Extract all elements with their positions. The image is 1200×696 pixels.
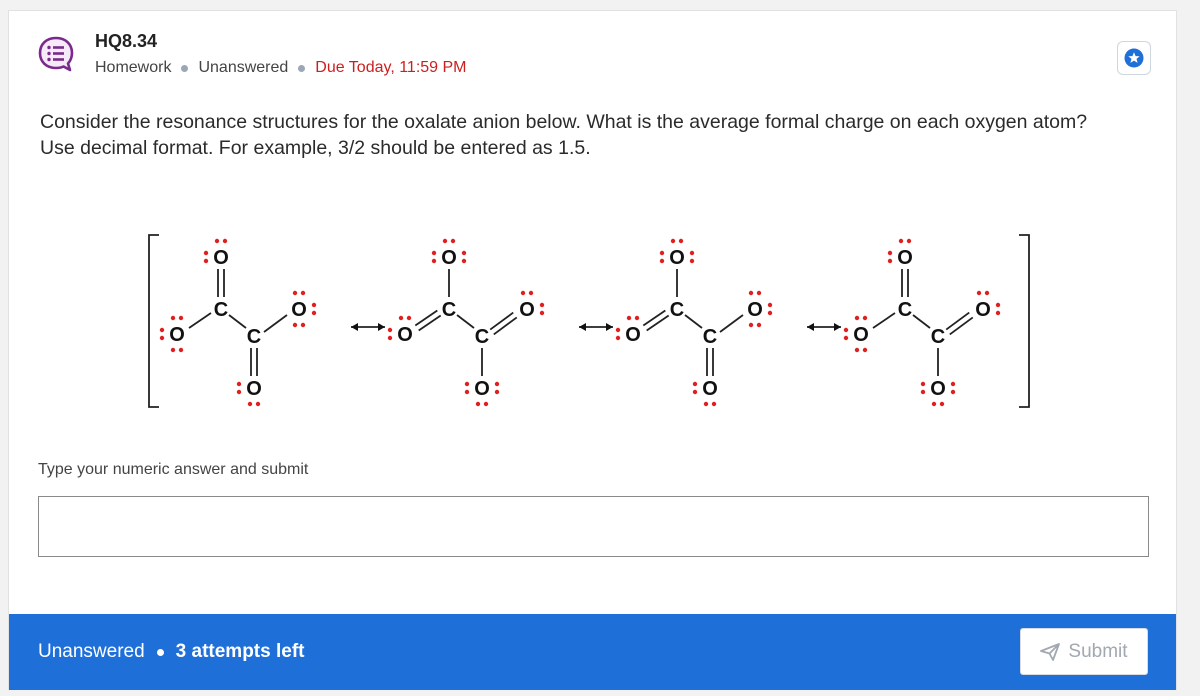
assignment-status: Unanswered	[198, 59, 289, 76]
lone-pair-electron	[160, 328, 164, 332]
lone-pair-electron	[462, 259, 466, 263]
lone-pair-electron	[529, 291, 533, 295]
carbon-atom: C	[246, 326, 262, 348]
lone-pair-electron	[301, 323, 305, 327]
lone-pair-electron	[690, 251, 694, 255]
lone-pair-electron	[312, 303, 316, 307]
submission-status	[38, 641, 304, 663]
double-bond-line	[643, 311, 665, 326]
lone-pair-electron	[495, 390, 499, 394]
resonance-arrow-head	[351, 323, 358, 331]
lone-pair-electron	[237, 382, 241, 386]
lone-pair-electron	[977, 291, 981, 295]
answer-prompt: Type your numeric answer and submit	[38, 461, 309, 478]
chat-list-icon	[37, 35, 75, 73]
lone-pair-electron	[985, 291, 989, 295]
lone-pair-electron	[301, 291, 305, 295]
right-bracket	[1019, 235, 1029, 407]
lone-pair-electron	[179, 316, 183, 320]
submit-label: Submit	[1068, 640, 1128, 662]
lone-pair-electron	[312, 311, 316, 315]
lone-pair-electron	[951, 390, 955, 394]
lone-pair-electron	[907, 239, 911, 243]
lone-pair-electron	[495, 382, 499, 386]
lone-pair-electron	[888, 259, 892, 263]
lone-pair-electron	[749, 291, 753, 295]
oxygen-atom: O	[702, 378, 718, 400]
lone-pair-electron	[899, 239, 903, 243]
lone-pair-electron	[399, 316, 403, 320]
lone-pair-electron	[844, 328, 848, 332]
carbon-carbon-bond	[457, 315, 474, 328]
bond-line	[873, 313, 895, 328]
attempts-left: 3 attempts left	[175, 641, 305, 662]
lone-pair-electron	[484, 402, 488, 406]
lone-pair-electron	[768, 311, 772, 315]
lone-pair-electron	[660, 251, 664, 255]
oxygen-atom: O	[930, 378, 946, 400]
lone-pair-electron	[540, 311, 544, 315]
lone-pair-electron	[432, 251, 436, 255]
oxygen-atom: O	[441, 247, 457, 269]
carbon-atom: C	[474, 326, 490, 348]
lone-pair-electron	[996, 303, 1000, 307]
carbon-carbon-bond	[685, 315, 702, 328]
lone-pair-electron	[465, 390, 469, 394]
lone-pair-electron	[921, 390, 925, 394]
lone-pair-electron	[863, 348, 867, 352]
lone-pair-electron	[293, 291, 297, 295]
lone-pair-electron	[627, 316, 631, 320]
lone-pair-electron	[844, 336, 848, 340]
double-bond-line	[950, 317, 973, 334]
lone-pair-electron	[932, 402, 936, 406]
lone-pair-electron	[671, 239, 675, 243]
lone-pair-electron	[679, 239, 683, 243]
oxalate-resonance-figure	[139, 221, 1039, 417]
oxygen-atom: O	[169, 324, 185, 346]
lone-pair-electron	[179, 348, 183, 352]
lone-pair-electron	[749, 323, 753, 327]
lone-pair-electron	[293, 323, 297, 327]
carbon-atom: C	[897, 299, 913, 321]
separator-dot	[157, 649, 164, 656]
carbon-atom: C	[441, 299, 457, 321]
lone-pair-electron	[540, 303, 544, 307]
lone-pair-electron	[215, 239, 219, 243]
lone-pair-electron	[465, 382, 469, 386]
oxygen-atom: O	[747, 299, 763, 321]
carbon-carbon-bond	[229, 315, 246, 328]
send-icon	[1040, 643, 1060, 661]
lone-pair-electron	[616, 328, 620, 332]
oxygen-atom: O	[291, 299, 307, 321]
question-text: Consider the resonance structures for the oxalate anion below. What is the average formal charge on each oxygen atom? Use decimal format. For example, 3/2 should be entered as 1.5.	[40, 111, 1088, 159]
lone-pair-electron	[855, 348, 859, 352]
separator-dot	[181, 65, 188, 72]
oxygen-atom: O	[853, 324, 869, 346]
bond-line	[189, 313, 211, 328]
lone-pair-electron	[171, 316, 175, 320]
bond-line	[264, 315, 287, 332]
lone-pair-electron	[888, 251, 892, 255]
lone-pair-electron	[855, 316, 859, 320]
double-bond-line	[647, 315, 669, 330]
lone-pair-electron	[388, 328, 392, 332]
submit-button[interactable]	[1020, 628, 1148, 675]
lone-pair-electron	[476, 402, 480, 406]
lone-pair-electron	[616, 336, 620, 340]
separator-dot	[298, 65, 305, 72]
lone-pair-electron	[757, 323, 761, 327]
carbon-atom: C	[930, 326, 946, 348]
double-bond-line	[946, 313, 969, 330]
carbon-carbon-bond	[913, 315, 930, 328]
left-bracket	[149, 235, 159, 407]
lone-pair-electron	[690, 259, 694, 263]
lone-pair-electron	[160, 336, 164, 340]
carbon-atom: C	[702, 326, 718, 348]
lone-pair-electron	[432, 259, 436, 263]
oxygen-atom: O	[246, 378, 262, 400]
lone-pair-electron	[921, 382, 925, 386]
carbon-atom: C	[213, 299, 229, 321]
lone-pair-electron	[443, 239, 447, 243]
lone-pair-electron	[204, 251, 208, 255]
numeric-answer-input[interactable]	[38, 496, 1149, 557]
resonance-arrow-head	[606, 323, 613, 331]
lone-pair-electron	[693, 382, 697, 386]
footer-status-label: Unanswered	[38, 641, 145, 662]
bond-line	[720, 315, 743, 332]
bookmark-button[interactable]	[1117, 41, 1151, 75]
oxygen-atom: O	[625, 324, 641, 346]
assignment-type: Homework	[95, 59, 172, 76]
double-bond-line	[494, 317, 517, 334]
question-card	[8, 10, 1177, 690]
lone-pair-electron	[256, 402, 260, 406]
lone-pair-electron	[462, 251, 466, 255]
resonance-arrow-head	[378, 323, 385, 331]
oxygen-atom: O	[975, 299, 991, 321]
carbon-atom: C	[669, 299, 685, 321]
assignment-meta	[95, 59, 467, 77]
lone-pair-electron	[951, 382, 955, 386]
lone-pair-electron	[757, 291, 761, 295]
oxygen-atom: O	[397, 324, 413, 346]
lone-pair-electron	[863, 316, 867, 320]
lone-pair-electron	[996, 311, 1000, 315]
submission-bar	[9, 614, 1176, 690]
double-bond-line	[490, 313, 513, 330]
lone-pair-electron	[660, 259, 664, 263]
due-date: Due Today, 11:59 PM	[315, 59, 467, 76]
lone-pair-electron	[451, 239, 455, 243]
oxygen-atom: O	[474, 378, 490, 400]
resonance-arrow-head	[807, 323, 814, 331]
lone-pair-electron	[940, 402, 944, 406]
oxygen-atom: O	[669, 247, 685, 269]
lone-pair-electron	[521, 291, 525, 295]
lone-pair-electron	[237, 390, 241, 394]
resonance-arrow-head	[579, 323, 586, 331]
oxygen-atom: O	[519, 299, 535, 321]
lone-pair-electron	[712, 402, 716, 406]
lone-pair-electron	[407, 316, 411, 320]
lone-pair-electron	[635, 316, 639, 320]
resonance-arrow-head	[834, 323, 841, 331]
lone-pair-electron	[704, 402, 708, 406]
oxygen-atom: O	[897, 247, 913, 269]
lone-pair-electron	[693, 390, 697, 394]
lone-pair-electron	[388, 336, 392, 340]
lone-pair-electron	[204, 259, 208, 263]
lone-pair-electron	[768, 303, 772, 307]
lone-pair-electron	[223, 239, 227, 243]
lone-pair-electron	[171, 348, 175, 352]
lone-pair-electron	[248, 402, 252, 406]
oxygen-atom: O	[213, 247, 229, 269]
assignment-title: HQ8.34	[95, 31, 158, 51]
double-bond-line	[415, 311, 437, 326]
star-icon	[1124, 48, 1144, 68]
double-bond-line	[419, 315, 441, 330]
